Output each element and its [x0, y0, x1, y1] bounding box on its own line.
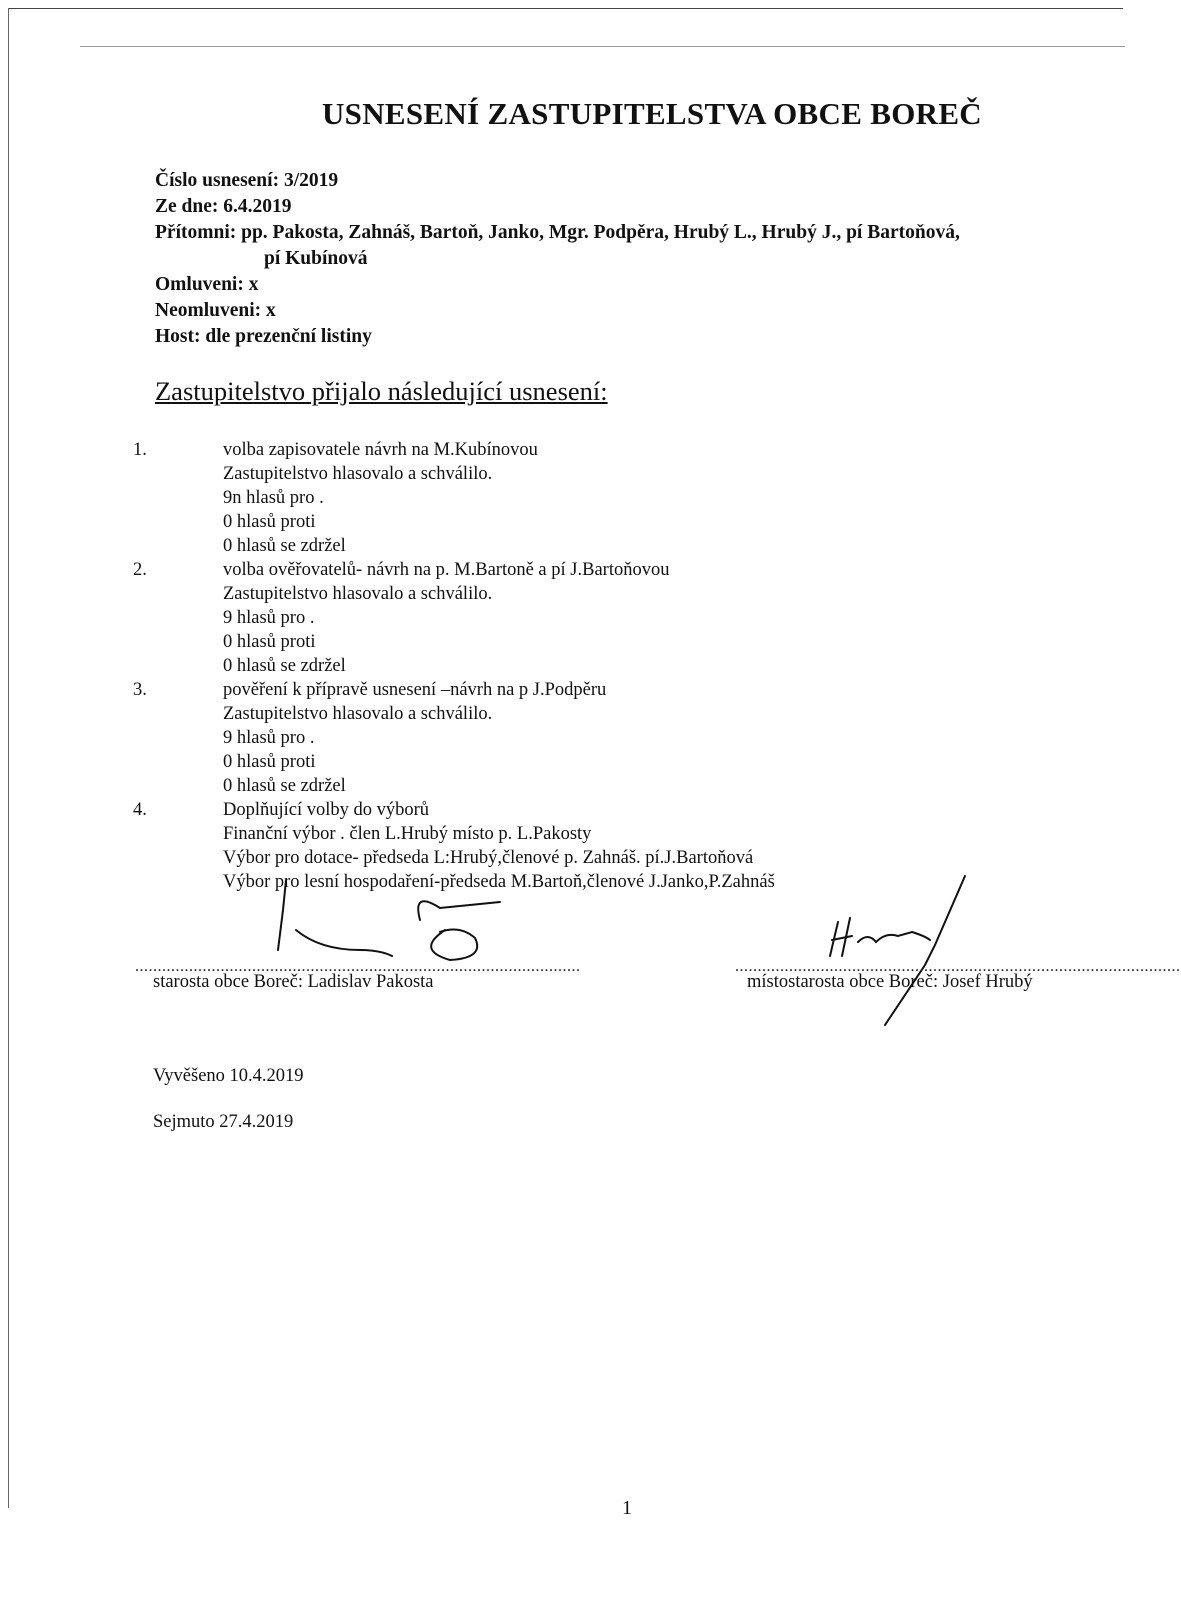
resolution-item [133, 438, 775, 558]
item-line: Zastupitelstvo hlasovalo a schválilo. [223, 704, 493, 724]
item-line: volba ověřovatelů- návrh na p. M.Bartoně a pí J.Bartoňovou [223, 560, 670, 580]
item-line: 9n hlasů pro . [223, 488, 324, 508]
signature-stroke-left [431, 930, 477, 960]
item-number: 1. [133, 440, 147, 460]
item-line: Finanční výbor . člen L.Hrubý místo p. L.Pakosty [223, 824, 592, 844]
item-line: 0 hlasů se zdržel [223, 536, 346, 556]
deputy-mayor-signature-label: místostarosta obce Boreč: Josef Hrubý [747, 972, 1033, 992]
signature-stroke-left [296, 930, 392, 956]
item-line: 0 hlasů proti [223, 632, 316, 652]
item-line: 0 hlasů se zdržel [223, 776, 346, 796]
item-line: volba zapisovatele návrh na M.Kubínovou [223, 440, 538, 460]
item-line: Výbor pro dotace- předseda L:Hrubý,členové p. Zahnáš. pí.J.Bartoňová [223, 848, 754, 868]
signature-line-right: ................................................................................................... [735, 958, 1181, 975]
present-members-cont: pí Kubínová [264, 248, 368, 269]
document-title: USNESENÍ ZASTUPITELSTVA OBCE BOREČ [322, 96, 982, 131]
item-line: pověření k přípravě usnesení –návrh na p J.Podpěru [223, 680, 607, 700]
signature-stroke-right [885, 876, 965, 1025]
guests: Host: dle prezenční listiny [155, 326, 372, 347]
signature-stroke-left [278, 880, 286, 950]
resolution-number: Číslo usnesení: 3/2019 [155, 170, 339, 191]
resolution-meta [155, 168, 960, 350]
signature-area [0, 870, 1181, 1030]
item-number: 4. [133, 800, 147, 820]
resolution-items [133, 438, 775, 894]
item-line: Zastupitelstvo hlasovalo a schválilo. [223, 584, 493, 604]
unexcused-members: Neomluveni: x [155, 300, 276, 321]
item-line: 0 hlasů proti [223, 752, 316, 772]
item-line: 9 hlasů pro . [223, 608, 315, 628]
scan-border-top [8, 8, 1123, 9]
signature-line-left: ................................................................................................... [135, 958, 581, 975]
item-line: 0 hlasů se zdržel [223, 656, 346, 676]
item-number: 2. [133, 560, 147, 580]
resolution-subtitle: Zastupitelstvo přijalo následující usnesení: [155, 376, 608, 406]
removed-date: Sejmuto 27.4.2019 [153, 1112, 294, 1132]
signature-stroke-left [418, 901, 500, 920]
page-number: 1 [622, 1497, 632, 1519]
resolution-item [133, 678, 775, 798]
item-number: 3. [133, 680, 147, 700]
signature-stroke-right [858, 932, 930, 942]
scan-border-left [8, 8, 9, 1508]
resolution-item [133, 558, 775, 678]
item-line: Doplňující volby do výborů [223, 800, 430, 820]
handwritten-signatures [0, 870, 1181, 1030]
item-line: Zastupitelstvo hlasovalo a schválilo. [223, 464, 493, 484]
excused-members: Omluveni: x [155, 274, 259, 295]
item-line: Výbor pro lesní hospodaření-předseda M.Bartoň,členové J.Janko,P.Zahnáš [223, 872, 775, 892]
meeting-date: Ze dne: 6.4.2019 [155, 196, 292, 217]
item-line: 0 hlasů proti [223, 512, 316, 532]
item-line: 9 hlasů pro . [223, 728, 315, 748]
mayor-signature-label: starosta obce Boreč: Ladislav Pakosta [153, 972, 434, 992]
posted-date: Vyvěšeno 10.4.2019 [153, 1066, 304, 1086]
scan-rule [80, 46, 1125, 47]
present-members: Přítomni: pp. Pakosta, Zahnáš, Bartoň, Janko, Mgr. Podpěra, Hrubý L., Hrubý J., pí Bartoňová, [155, 222, 960, 243]
